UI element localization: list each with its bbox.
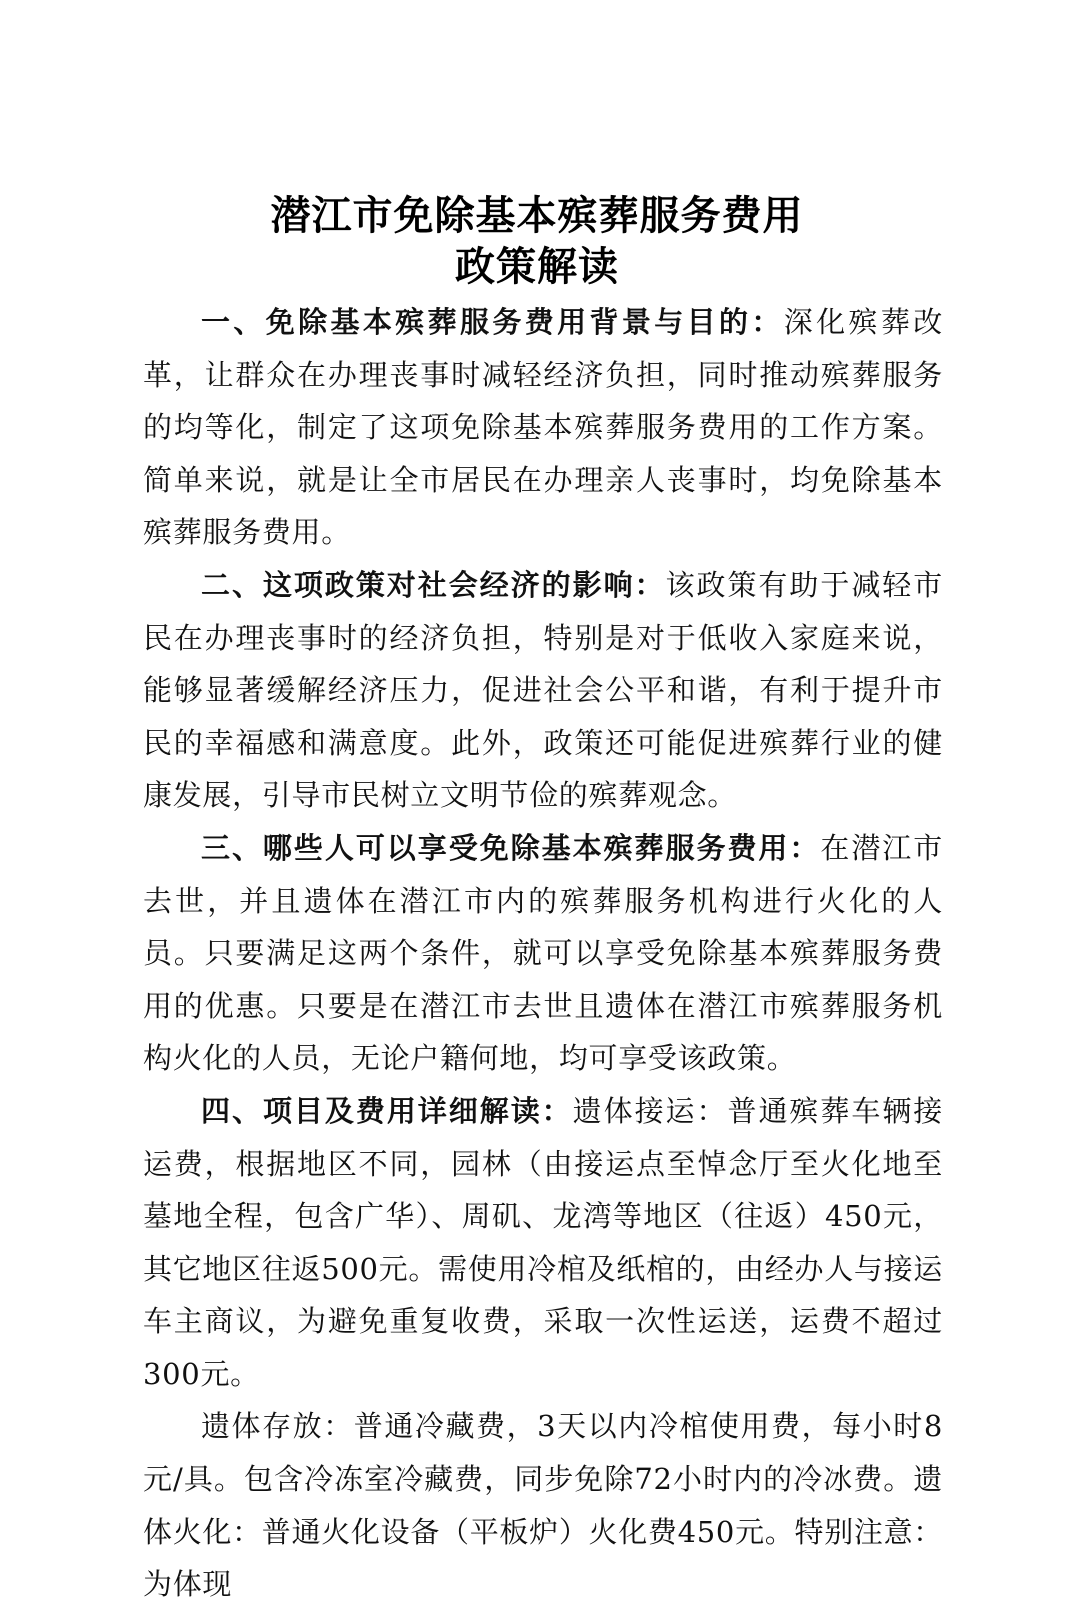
paragraph-heading: 一、免除基本殡葬服务费用背景与目的： [201, 305, 784, 339]
document-title: 潜江市免除基本殡葬服务费用 [270, 193, 804, 239]
paragraph-text: 深化殡葬改革，让群众在办理丧事时减轻经济负担，同时推动殡葬服务的均等化，制定了这项免除基本殡葬服务费用的工作方案。简单来说，就是让全市居民在办理亲人丧事时，均免除基本殡葬服务费用。 [143, 305, 943, 550]
paragraph-fees [143, 1085, 943, 1401]
paragraph-heading: 三、哪些人可以享受免除基本殡葬服务费用： [201, 830, 821, 865]
paragraph-text: 遗体接运：普通殡葬车辆接运费，根据地区不同，园林（由接运点至悼念厅至火化地至墓地全程，包含广华）、周矶、龙湾等地区（往返）450元，其它地区往返500元。需使用冷棺及纸棺的，由经办人与接运车主商议，为避免重复收费，采取一次性运送，运费不超过300元。 [143, 1093, 944, 1391]
paragraph-text: 该政策有助于减轻市民在办理丧事时的经济负担，特别是对于低收入家庭来说，能够显著缓解经济压力，促进社会公平和谐，有利于提升市民的幸福感和满意度。此外，政策还可能促进殡葬行业的健康发展，引导市民树立文明节俭的殡葬观念。 [143, 567, 943, 813]
paragraph-heading: 二、这项政策对社会经济的影响： [201, 567, 666, 602]
paragraph-text: 遗体存放：普通冷藏费，3天以内冷棺使用费，每小时8元/具。包含冷冻室冷藏费，同步免除72小时内的冷冰费。遗体火化：普通火化设备（平板炉）火化费450元。特别注意：为体现 [143, 1409, 943, 1602]
paragraph-storage [143, 1400, 943, 1610]
paragraph-background [143, 296, 943, 559]
paragraph-eligibility [143, 822, 943, 1085]
paragraph-impact [143, 559, 943, 822]
paragraph-text: 在潜江市去世，并且遗体在潜江市内的殡葬服务机构进行火化的人员。只要满足这两个条件，就可以享受免除基本殡葬服务费用的优惠。只要是在潜江市去世且遗体在潜江市殡葬服务机构火化的人员，无论户籍何地，均可享受该政策。 [143, 830, 943, 1076]
document-subtitle: 政策解读 [455, 244, 619, 290]
paragraph-heading: 四、项目及费用详细解读： [201, 1093, 573, 1128]
document-body [143, 296, 943, 1611]
